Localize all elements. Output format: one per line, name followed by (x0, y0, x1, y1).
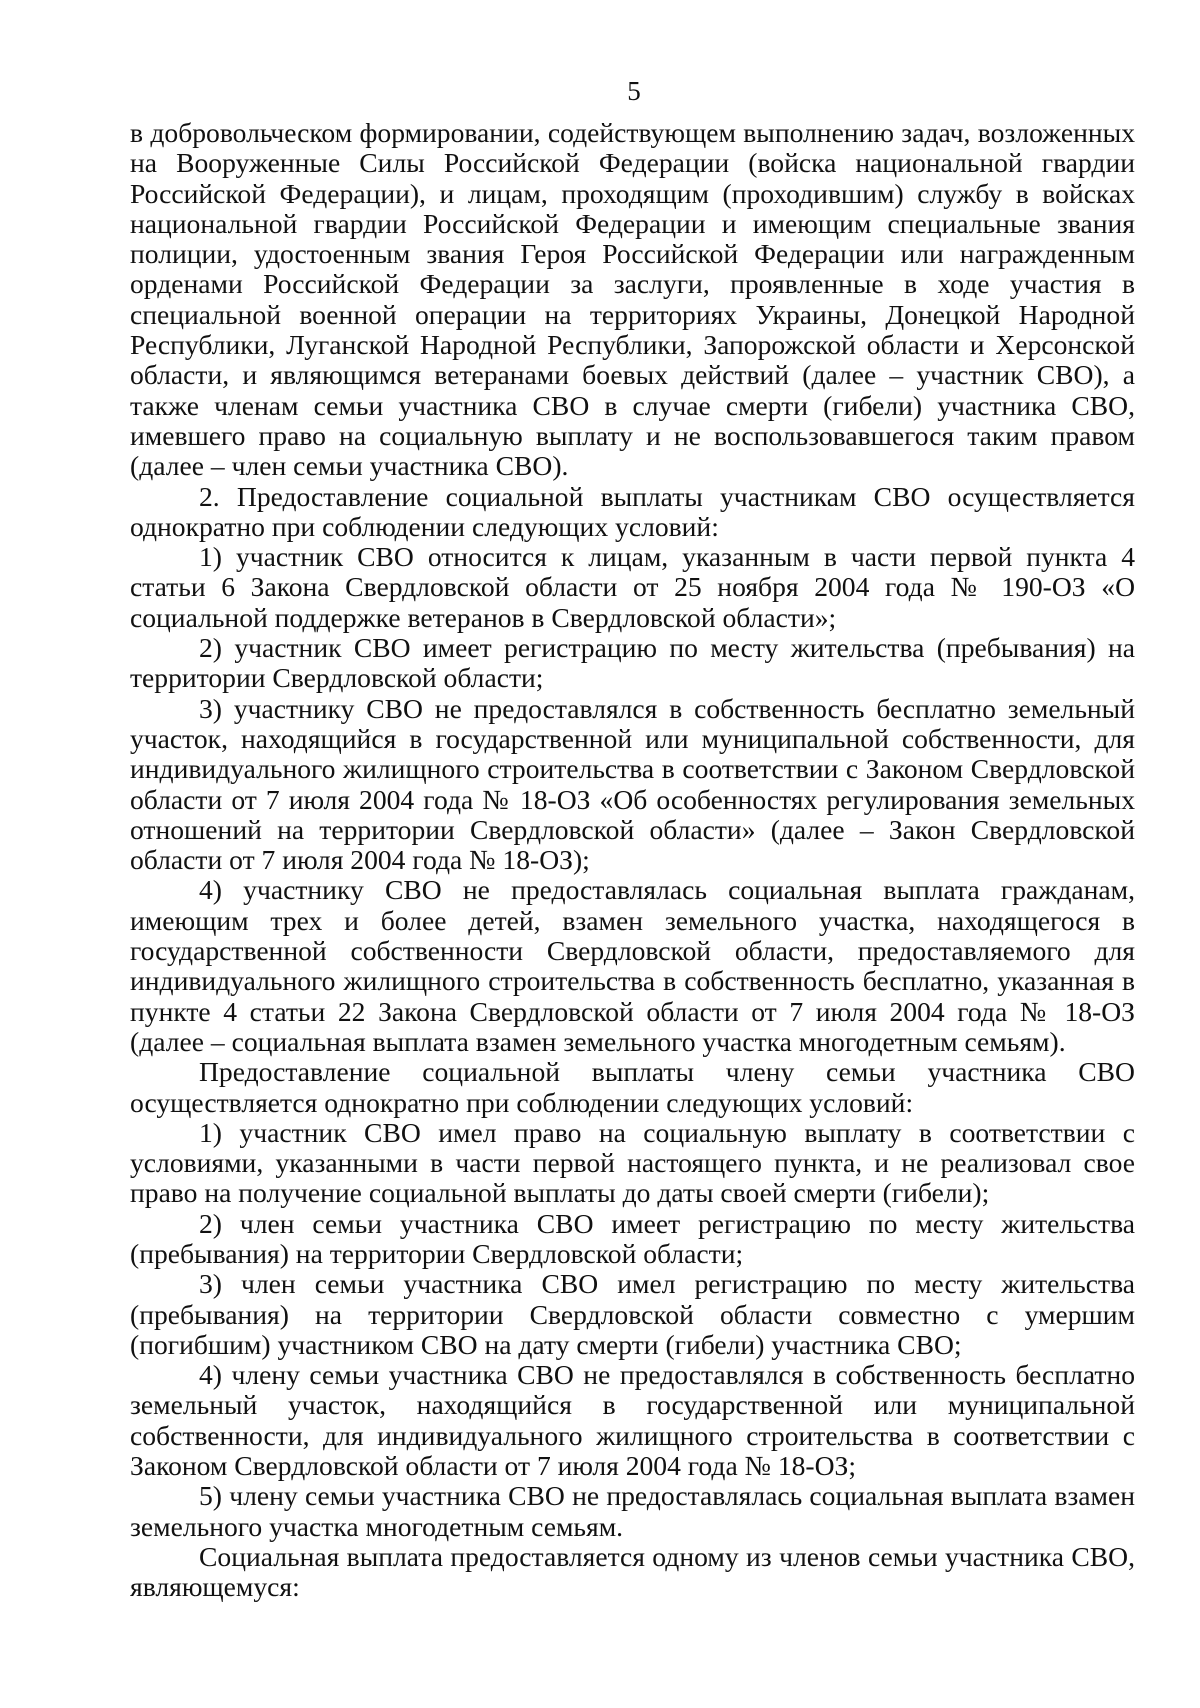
paragraph-condition-1: 1) участник СВО относится к лицам, указанным в части первой пункта 4 статьи 6 Закона Свердловской области от 25 ноября 2004 года № 190-ОЗ «О социальной поддержке ветеранов в Свердловской области»; (130, 541, 1135, 633)
paragraph-family-condition-5: 5) члену семьи участника СВО не предоставлялась социальная выплата взамен земельного участка многодетным семьям. (130, 1480, 1135, 1542)
paragraph-family-intro: Предоставление социальной выплаты члену семьи участника СВО осуществляется однократно при соблюдении следующих условий: (130, 1056, 1135, 1118)
paragraph-condition-2: 2) участник СВО имеет регистрацию по месту жительства (пребывания) на территории Свердловской области; (130, 632, 1135, 694)
page-number: 5 (627, 76, 641, 106)
paragraph-family-condition-4: 4) члену семьи участника СВО не предоставлялся в собственность бесплатно земельный участок, находящийся в государственной или муниципальной собственности, для индивидуального жилищного строительства в соответствии с Законом Свердловской области от 7 июля 2004 года № 18-ОЗ; (130, 1359, 1135, 1482)
paragraph-family-condition-3: 3) член семьи участника СВО имел регистрацию по месту жительства (пребывания) на территории Свердловской области совместно с умершим (погибшим) участником СВО на дату смерти (гибели) участника СВО; (130, 1268, 1135, 1360)
paragraph-condition-4: 4) участнику СВО не предоставлялась социальная выплата гражданам, имеющим трех и более детей, взамен земельного участка, находящегося в государственной собственности Свердловской области, предоставляемого для индивидуального жилищного строительства в собственность бесплатно, указанная в пункте 4 статьи 22 Закона Свердловской области от 7 июля 2004 года № 18-ОЗ (далее – социальная выплата взамен земельного участка многодетным семьям). (130, 874, 1135, 1057)
paragraph-item-2: 2. Предоставление социальной выплаты участникам СВО осуществляется однократно при соблюдении следующих условий: (130, 480, 1135, 542)
paragraph-condition-3: 3) участнику СВО не предоставлялся в собственность бесплатно земельный участок, находящийся в государственной или муниципальной собственности, для индивидуального жилищного строительства в соответствии с Законом Свердловской области от 7 июля 2004 года № 18-ОЗ «Об особенностях регулирования земельных отношений на территории Свердловской области» (далее – Закон Свердловской области от 7 июля 2004 года № 18-ОЗ); (130, 692, 1135, 876)
paragraph-recipient-intro: Социальная выплата предоставляется одному из членов семьи участника СВО, являющемуся: (130, 1540, 1135, 1603)
document-body (130, 118, 1135, 1603)
paragraph-family-condition-1: 1) участник СВО имел право на социальную выплату в соответствии с условиями, указанными в части первой настоящего пункта, и не реализовал свое право на получение социальной выплаты до даты своей смерти (гибели); (130, 1116, 1135, 1209)
paragraph-continuation: в добровольческом формировании, содействующем выполнению задач, возложенных на Вооруженные Силы Российской Федерации (войска национальной гвардии Российской Федерации), и лицам, проходящим (проходившим) службу в войсках национальной гвардии Российской Федерации и имеющим специальные звания полиции, удостоенным звания Героя Российской Федерации или награжденным орденами Российской Федерации за заслуги, проявленные в ходе участия в специальной военной операции на территориях Украины, Донецкой Народной Республики, Луганской Народной Республики, Запорожской области и Херсонской области, и являющимся ветеранами боевых действий (далее – участник СВО), а также членам семьи участника СВО в случае смерти (гибели) участника СВО, имевшего право на социальную выплату и не воспользовавшегося таким правом (далее – член семьи участника СВО). (130, 117, 1135, 482)
paragraph-family-condition-2: 2) член семьи участника СВО имеет регистрацию по месту жительства (пребывания) на территории Свердловской области; (130, 1207, 1135, 1269)
